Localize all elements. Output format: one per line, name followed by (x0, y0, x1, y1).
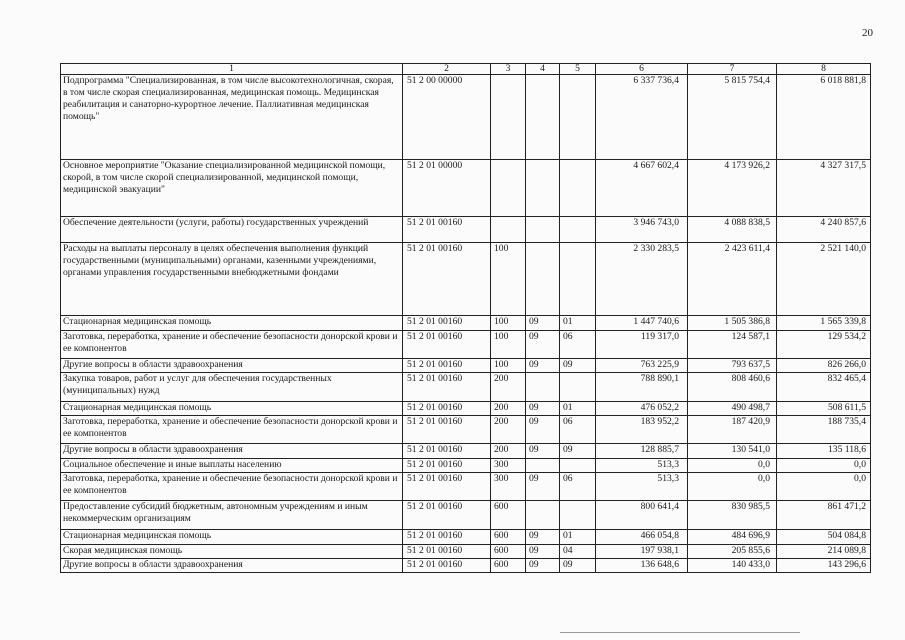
header-cell: 7 (688, 64, 777, 75)
header-cell: 5 (560, 64, 596, 75)
row-name-cell: Подпрограмма "Специализированная, в том числе высокотехнологичная, скорая, в том числе скорая специализированная, медицинская помощь. Медицинская реабилитация и санаторно-курортное лечение. Паллиативная медицинская помощь" (61, 75, 403, 160)
table-row (61, 559, 871, 573)
row-value-col8-cell: 861 471,2 (777, 501, 871, 530)
row-value-col8-cell: 1 565 339,8 (777, 316, 871, 331)
row-value-col8-cell: 2 521 140,0 (777, 243, 871, 316)
row-code-cell: 51 2 01 00160 (403, 501, 491, 530)
table-row (61, 243, 871, 316)
row-expense-type-cell (491, 217, 526, 243)
row-value-col6-cell: 466 054,8 (596, 530, 688, 545)
row-section-cell (526, 75, 560, 160)
row-value-col7-cell: 4 173 926,2 (688, 160, 777, 217)
row-expense-type-cell: 200 (491, 402, 526, 416)
row-value-col8-cell: 6 018 881,8 (777, 75, 871, 160)
row-name-cell: Стационарная медицинская помощь (61, 402, 403, 416)
row-value-col6-cell: 1 447 740,6 (596, 316, 688, 331)
row-subsection-cell (560, 75, 596, 160)
row-code-cell: 51 2 01 00160 (403, 316, 491, 331)
row-subsection-cell (560, 373, 596, 402)
row-expense-type-cell: 200 (491, 444, 526, 459)
row-value-col8-cell: 4 240 857,6 (777, 217, 871, 243)
table-row (61, 530, 871, 545)
row-expense-type-cell: 100 (491, 243, 526, 316)
row-value-col6-cell: 788 890,1 (596, 373, 688, 402)
row-value-col8-cell: 0,0 (777, 473, 871, 501)
row-code-cell: 51 2 01 00160 (403, 217, 491, 243)
row-subsection-cell: 09 (560, 444, 596, 459)
row-expense-type-cell: 600 (491, 530, 526, 545)
row-value-col7-cell: 484 696,9 (688, 530, 777, 545)
row-name-cell: Стационарная медицинская помощь (61, 316, 403, 331)
header-cell: 1 (61, 64, 403, 75)
table-row (61, 402, 871, 416)
table-row (61, 373, 871, 402)
row-value-col6-cell: 6 337 736,4 (596, 75, 688, 160)
row-section-cell (526, 373, 560, 402)
row-name-cell: Стационарная медицинская помощь (61, 530, 403, 545)
scan-artifact-line (560, 632, 800, 633)
row-subsection-cell: 06 (560, 473, 596, 501)
row-value-col7-cell: 2 423 611,4 (688, 243, 777, 316)
table-row (61, 316, 871, 331)
row-expense-type-cell: 200 (491, 373, 526, 402)
row-code-cell: 51 2 01 00160 (403, 402, 491, 416)
row-section-cell: 09 (526, 402, 560, 416)
row-section-cell: 09 (526, 316, 560, 331)
row-name-cell: Закупка товаров, работ и услуг для обеспечения государственных (муниципальных) нужд (61, 373, 403, 402)
table-row (61, 217, 871, 243)
row-name-cell: Основное мероприятие "Оказание специализированной медицинской помощи, скорой, в том числе скорой специализированной, медицинской помощи, медицинской эвакуации" (61, 160, 403, 217)
row-code-cell: 51 2 01 00160 (403, 545, 491, 559)
row-subsection-cell (560, 501, 596, 530)
row-subsection-cell: 06 (560, 416, 596, 444)
row-name-cell: Другие вопросы в области здравоохранения (61, 559, 403, 573)
header-cell: 2 (403, 64, 491, 75)
row-subsection-cell (560, 160, 596, 217)
row-subsection-cell: 01 (560, 316, 596, 331)
row-value-col6-cell: 3 946 743,0 (596, 217, 688, 243)
row-code-cell: 51 2 01 00160 (403, 559, 491, 573)
row-code-cell: 51 2 01 00160 (403, 359, 491, 373)
row-value-col7-cell: 808 460,6 (688, 373, 777, 402)
row-name-cell: Обеспечение деятельности (услуги, работы) государственных учреждений (61, 217, 403, 243)
row-expense-type-cell: 300 (491, 473, 526, 501)
table-row (61, 359, 871, 373)
row-value-col7-cell: 5 815 754,4 (688, 75, 777, 160)
row-code-cell: 51 2 01 00160 (403, 373, 491, 402)
row-section-cell: 09 (526, 444, 560, 459)
row-name-cell: Другие вопросы в области здравоохранения (61, 444, 403, 459)
table-row (61, 160, 871, 217)
row-expense-type-cell (491, 75, 526, 160)
table-row (61, 331, 871, 359)
row-value-col8-cell: 135 118,6 (777, 444, 871, 459)
row-expense-type-cell (491, 160, 526, 217)
row-code-cell: 51 2 01 00000 (403, 160, 491, 217)
row-value-col7-cell: 187 420,9 (688, 416, 777, 444)
row-section-cell: 09 (526, 359, 560, 373)
row-value-col7-cell: 490 498,7 (688, 402, 777, 416)
row-subsection-cell (560, 217, 596, 243)
row-section-cell (526, 243, 560, 316)
row-section-cell (526, 160, 560, 217)
row-subsection-cell (560, 459, 596, 473)
row-value-col8-cell: 826 266,0 (777, 359, 871, 373)
row-expense-type-cell: 600 (491, 559, 526, 573)
row-value-col7-cell: 140 433,0 (688, 559, 777, 573)
row-section-cell (526, 217, 560, 243)
row-expense-type-cell: 100 (491, 359, 526, 373)
row-code-cell: 51 2 01 00160 (403, 243, 491, 316)
row-value-col8-cell: 508 611,5 (777, 402, 871, 416)
row-value-col6-cell: 513,3 (596, 459, 688, 473)
row-value-col8-cell: 4 327 317,5 (777, 160, 871, 217)
row-value-col6-cell: 183 952,2 (596, 416, 688, 444)
row-value-col8-cell: 214 089,8 (777, 545, 871, 559)
row-name-cell: Социальное обеспечение и иные выплаты населению (61, 459, 403, 473)
row-value-col7-cell: 793 637,5 (688, 359, 777, 373)
row-section-cell: 09 (526, 473, 560, 501)
table-header-row (61, 64, 871, 75)
row-value-col6-cell: 197 938,1 (596, 545, 688, 559)
row-value-col7-cell: 130 541,0 (688, 444, 777, 459)
row-expense-type-cell: 200 (491, 416, 526, 444)
row-name-cell: Заготовка, переработка, хранение и обеспечение безопасности донорской крови и ее компонентов (61, 473, 403, 501)
row-expense-type-cell: 100 (491, 331, 526, 359)
row-value-col8-cell: 832 465,4 (777, 373, 871, 402)
row-value-col7-cell: 0,0 (688, 459, 777, 473)
row-expense-type-cell: 100 (491, 316, 526, 331)
table-row (61, 501, 871, 530)
row-code-cell: 51 2 01 00160 (403, 459, 491, 473)
row-value-col6-cell: 763 225,9 (596, 359, 688, 373)
row-value-col7-cell: 830 985,5 (688, 501, 777, 530)
row-value-col6-cell: 4 667 602,4 (596, 160, 688, 217)
row-value-col6-cell: 128 885,7 (596, 444, 688, 459)
row-subsection-cell: 01 (560, 402, 596, 416)
row-section-cell: 09 (526, 416, 560, 444)
row-name-cell: Заготовка, переработка, хранение и обеспечение безопасности донорской крови и ее компонентов (61, 331, 403, 359)
budget-table (60, 63, 871, 573)
header-cell: 4 (526, 64, 560, 75)
row-code-cell: 51 2 01 00160 (403, 416, 491, 444)
row-value-col6-cell: 513,3 (596, 473, 688, 501)
row-value-col7-cell: 4 088 838,5 (688, 217, 777, 243)
row-code-cell: 51 2 01 00160 (403, 530, 491, 545)
row-value-col6-cell: 800 641,4 (596, 501, 688, 530)
table-body (61, 64, 871, 573)
table-row (61, 75, 871, 160)
row-value-col8-cell: 504 084,8 (777, 530, 871, 545)
row-value-col6-cell: 136 648,6 (596, 559, 688, 573)
row-subsection-cell: 09 (560, 559, 596, 573)
row-value-col6-cell: 476 052,2 (596, 402, 688, 416)
table-row (61, 416, 871, 444)
row-value-col7-cell: 1 505 386,8 (688, 316, 777, 331)
table-row (61, 473, 871, 501)
row-section-cell: 09 (526, 530, 560, 545)
row-name-cell: Скорая медицинская помощь (61, 545, 403, 559)
row-section-cell (526, 459, 560, 473)
row-subsection-cell: 01 (560, 530, 596, 545)
table-row (61, 545, 871, 559)
row-code-cell: 51 2 00 00000 (403, 75, 491, 160)
row-value-col7-cell: 124 587,1 (688, 331, 777, 359)
row-value-col7-cell: 0,0 (688, 473, 777, 501)
row-section-cell: 09 (526, 559, 560, 573)
row-value-col8-cell: 143 296,6 (777, 559, 871, 573)
row-subsection-cell: 06 (560, 331, 596, 359)
row-name-cell: Расходы на выплаты персоналу в целях обеспечения выполнения функций государственными (муниципальными) органами, казенными учреждениями, органами управления государственными внебюджетными фондами (61, 243, 403, 316)
row-expense-type-cell: 600 (491, 545, 526, 559)
row-name-cell: Другие вопросы в области здравоохранения (61, 359, 403, 373)
row-subsection-cell (560, 243, 596, 316)
row-value-col6-cell: 119 317,0 (596, 331, 688, 359)
table-row (61, 459, 871, 473)
header-cell: 6 (596, 64, 688, 75)
row-name-cell: Заготовка, переработка, хранение и обеспечение безопасности донорской крови и ее компонентов (61, 416, 403, 444)
row-code-cell: 51 2 01 00160 (403, 331, 491, 359)
header-cell: 3 (491, 64, 526, 75)
row-subsection-cell: 04 (560, 545, 596, 559)
row-value-col6-cell: 2 330 283,5 (596, 243, 688, 316)
table-row (61, 444, 871, 459)
row-name-cell: Предоставление субсидий бюджетным, автономным учреждениям и иным некоммерческим организациям (61, 501, 403, 530)
row-code-cell: 51 2 01 00160 (403, 444, 491, 459)
row-value-col8-cell: 129 534,2 (777, 331, 871, 359)
row-expense-type-cell: 300 (491, 459, 526, 473)
row-section-cell (526, 501, 560, 530)
header-cell: 8 (777, 64, 871, 75)
row-code-cell: 51 2 01 00160 (403, 473, 491, 501)
row-section-cell: 09 (526, 545, 560, 559)
row-value-col8-cell: 188 735,4 (777, 416, 871, 444)
row-value-col7-cell: 205 855,6 (688, 545, 777, 559)
row-expense-type-cell: 600 (491, 501, 526, 530)
row-subsection-cell: 09 (560, 359, 596, 373)
row-value-col8-cell: 0,0 (777, 459, 871, 473)
row-section-cell: 09 (526, 331, 560, 359)
page-number: 20 (862, 27, 873, 39)
